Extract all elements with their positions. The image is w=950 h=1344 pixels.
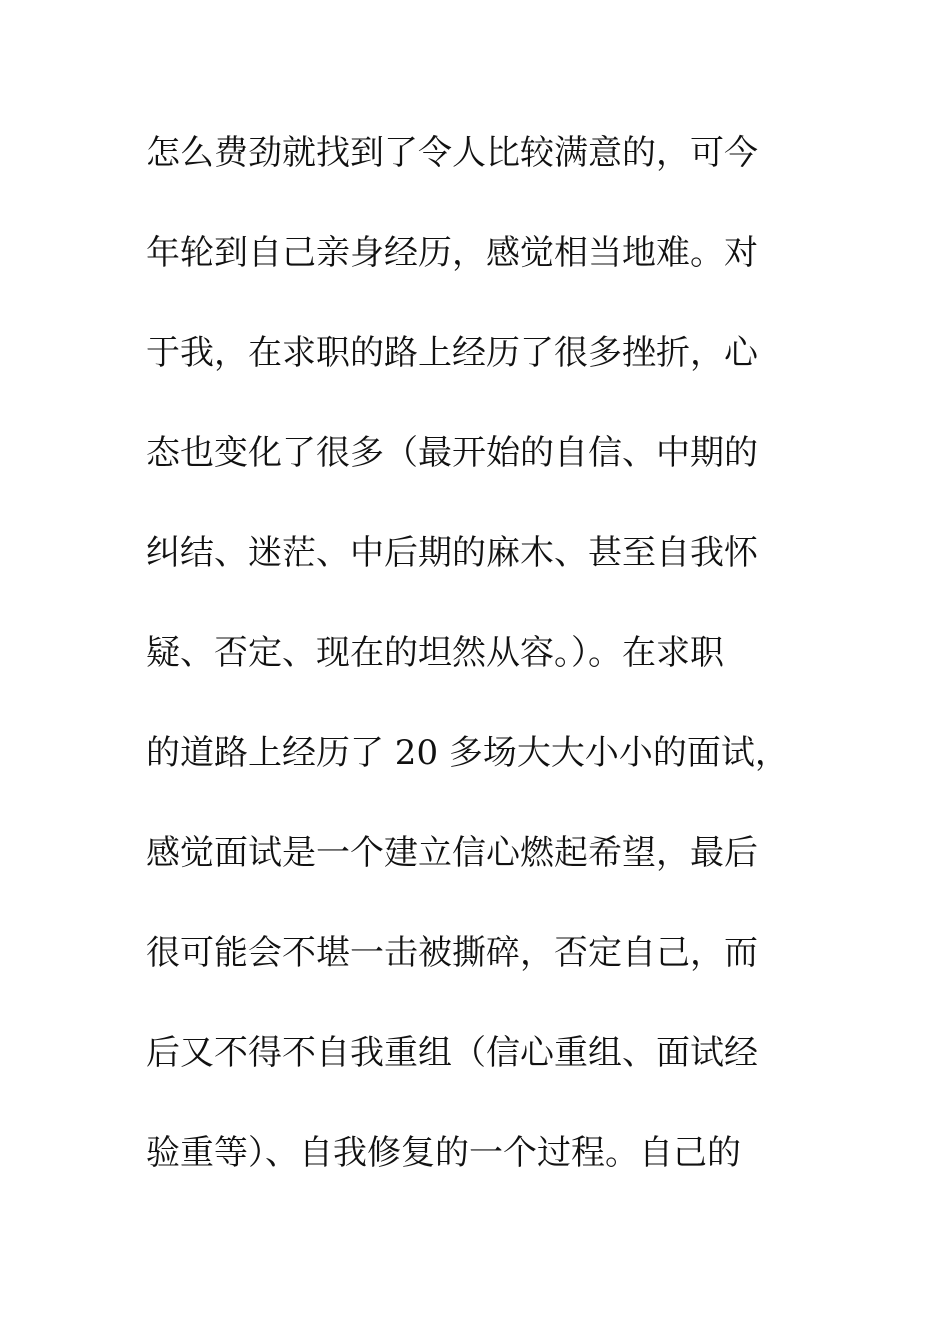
text-line: 感觉面试是一个建立信心燃起希望，最后 (146, 833, 758, 873)
text-line: 态也变化了很多（最开始的自信、中期的 (146, 433, 758, 473)
text-line: 验重等）、自我修复的一个过程。自己的 (146, 1133, 741, 1173)
text-line: 怎么费劲就找到了令人比较满意的，可今 (146, 133, 758, 173)
text-line: 疑、否定、现在的坦然从容。）。在求职 (146, 633, 724, 673)
body-text (146, 120, 789, 1220)
text-line: 纠结、迷茫、中后期的麻木、甚至自我怀 (146, 533, 758, 573)
text-line: 年轮到自己亲身经历，感觉相当地难。对 (146, 233, 758, 273)
text-line: 于我，在求职的路上经历了很多挫折，心 (146, 333, 758, 373)
text-line: 很可能会不堪一击被撕碎，否定自己，而 (146, 933, 758, 973)
text-line: 后又不得不自我重组（信心重组、面试经 (146, 1033, 758, 1073)
text-line: 的道路上经历了 20 多场大大小小的面试， (146, 733, 789, 773)
